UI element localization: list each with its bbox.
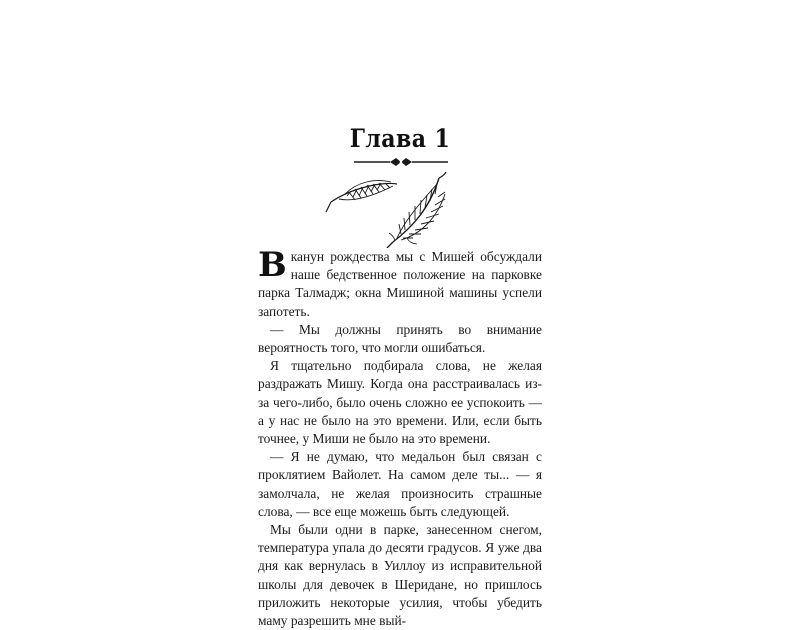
drop-cap: В [258, 245, 287, 285]
paragraph-4: — Я не думаю, что медальон был связан с проклятием Вайолет. На самом деле ты... — я замолчала, не желая произносить страшные слова, — все еще можешь быть следующей. [258, 449, 542, 519]
chapter-body-text [258, 245, 542, 630]
paragraph-1 [258, 245, 542, 321]
paragraph-5: Мы были одни в парке, занесенном снегом, температура упала до десяти градусов. Я уже два дня как вернулась в Уиллоу из исправительной школы для девочек в Шеридане, но пришлось приложить некоторые усилия, чтобы убедить маму разрешить мне вый- [258, 522, 542, 629]
paragraph-1-text: канун рождества мы с Мишей обсуждали наше бедственное положение на парковке парка Талмадж; окна Мишиной машины успели запотеть. [258, 249, 542, 319]
ornamental-divider-icon [352, 156, 450, 168]
paragraph-3: Я тщательно подбирала слова, не желая раздражать Мишу. Когда она расстраивалась из-за чего-либо, было очень сложно ее успокоить — а у нас не было на это времени. Или, если быть точнее, у Миши не было на это времени. [258, 358, 542, 447]
paragraph-2: — Мы должны принять во внимание вероятность того, что могли ошибаться. [258, 321, 542, 356]
chapter-title: Глава 1 [349, 124, 451, 153]
feathers-icon [325, 172, 475, 248]
